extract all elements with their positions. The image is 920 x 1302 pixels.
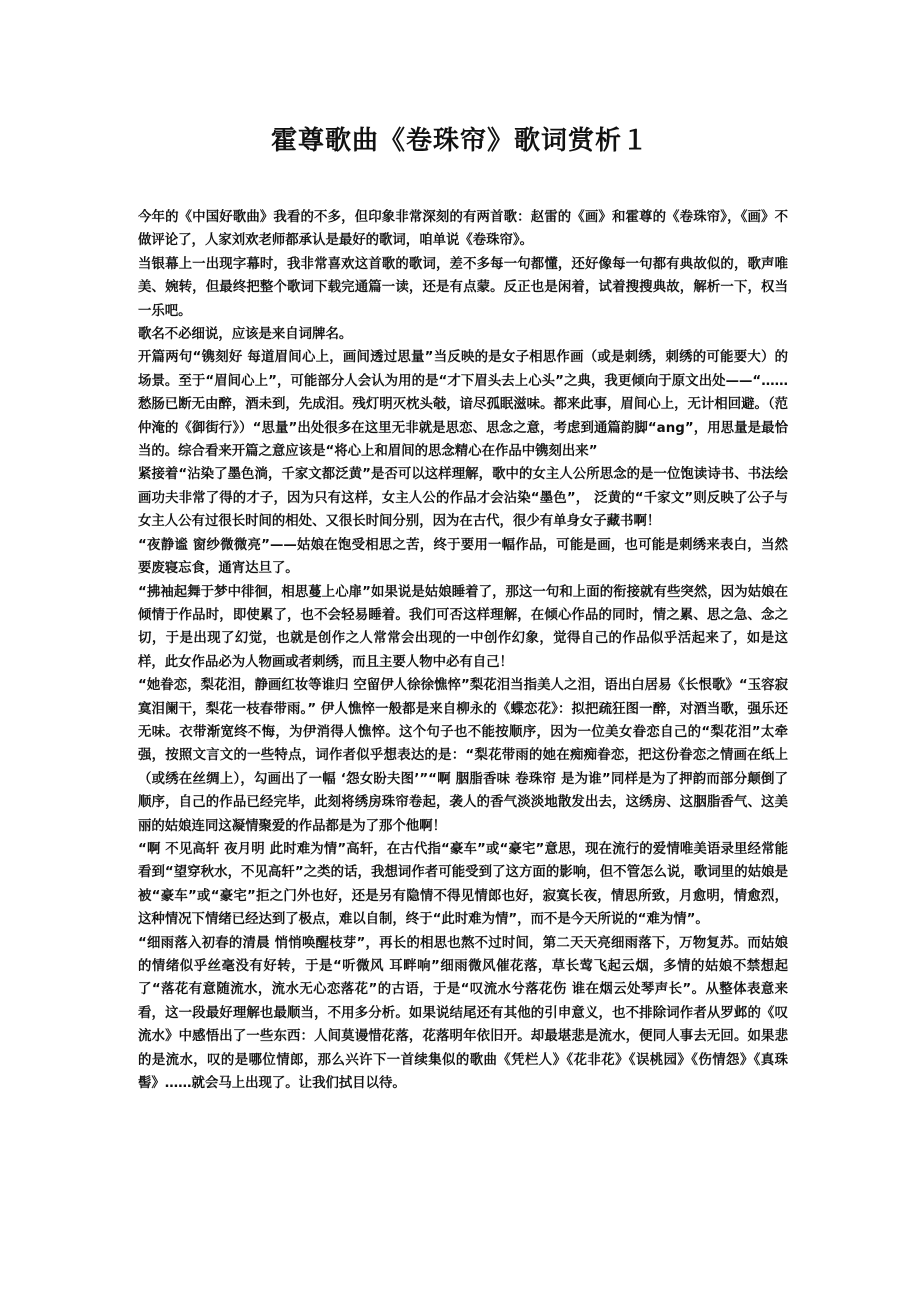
paragraph: 紧接着“沾染了墨色淌，千家文都泛黄”是否可以这样理解，歌中的女主人公所思念的是一位饱读诗书、书法绘画功夫非常了得的才子，因为只有这样，女主人公的作品才会沾染“墨色”， 泛黄的“千家文”则反映了公子与女主人公有过很长时间的相处、又很长时间分别，因为在古代，很少有单身女子藏书啊！: [138, 467, 788, 530]
paragraph: “她眷恋，梨花泪，静画红妆等谁归 空留伊人徐徐憔悴”梨花泪当指美人之泪，语出白居易《长恨歌》“玉容寂寞泪阑干，梨花一枝春带雨。” 伊人憔悴一般都是来自柳永的《蝶恋花》：拟把疏狂图一醉，对酒当歌，强乐还无味。衣带渐宽终不悔，为伊消得人憔悴。这个句子也不能按顺序，因为一位美女眷恋自己的“梨花泪”太牵强，按照文言文的一些特点，词作者似乎想表达的是：“梨花带雨的她在痴痴眷恋，把这份眷恋之情画在纸上（或绣在丝绸上），勾画出了一幅 ‘怨女盼夫图’”“啊 胭脂香味 卷珠帘 是为谁”同样是为了押韵而部分颠倒了顺序，自己的作品已经完毕，此刻将绣房珠帘卷起，袭人的香气淡淡地散发出去，这绣房、这胭脂香气、这美丽的姑娘连同这凝情聚爱的作品都是为了那个他啊！: [138, 678, 788, 834]
paragraph: “夜静谧 窗纱微微亮”——姑娘在饱受相思之苦，终于要用一幅作品，可能是画，也可能是刺绣来表白，当然要废寝忘食，通宵达旦了。: [138, 537, 788, 577]
paragraph: 歌名不必细说，应该是来自词牌名。: [138, 327, 353, 343]
paragraph: “拂袖起舞于梦中徘徊，相思蔓上心扉”如果说是姑娘睡着了，那这一句和上面的衔接就有些突然，因为姑娘在倾情于作品时，即使累了，也不会轻易睡着。我们可否这样理解，在倾心作品的同时，情之累、思之急、念之切，于是出现了幻觉，也就是创作之人常常会出现的一中创作幻象，觉得自己的作品似乎活起来了，如是这样，此女作品必为人物画或者刺绣，而且主要人物中必有自己！: [138, 584, 788, 670]
paragraph: “细雨落入初春的清晨 悄悄唤醒枝芽”，再长的相思也熬不过时间，第二天天亮细雨落下，万物复苏。而姑娘的情绪似乎丝毫没有好转，于是“听微风 耳畔响”细雨微风催花落，草长莺飞起云烟，多情的姑娘不禁想起了“落花有意随流水，流水无心恋落花”的古语，于是“叹流水兮落花伤 谁在烟云处琴声长”。从整体表意来看，这一段最好理解也最顺当，不用多分析。如果说结尾还有其他的引申意义，也不排除词作者从罗邺的《叹流水》中感悟出了一些东西：人间莫谩惜花落，花落明年依旧开。却最堪悲是流水，便同人事去无回。如果悲的是流水，叹的是哪位情郎，那么兴许下一首续集似的歌曲《凭栏人》《花非花》《误桃园》《伤情怨》《真珠髻》……就会马上出现了。让我们拭目以待。: [138, 935, 788, 1092]
paragraph: 今年的《中国好歌曲》我看的不多，但印象非常深刻的有两首歌：赵雷的《画》和霍尊的《卷珠帘》，《画》不做评论了，人家刘欢老师都承认是最好的歌词，咱单说《卷珠帘》。: [138, 210, 788, 249]
paragraph: “啊 不见高轩 夜月明 此时难为情”高轩，在古代指“豪车”或“豪宅”意思，现在流行的爱情唯美语录里经常能看到“望穿秋水，不见高轩”之类的话，我想词作者可能受到了这方面的影响，但不管怎么说，歌词里的姑娘是被“豪车”或“豪宅”拒之门外也好，还是另有隐情不得见情郎也好，寂寞长夜，情思所致，月愈明，情愈烈，这种情况下情绪已经达到了极点，难以自制，终于“此时难为情”，而不是今天所说的“难为情”。: [138, 841, 788, 928]
document-body: [138, 206, 788, 1095]
document-title: 霍尊歌曲《卷珠帘》歌词赏析１: [270, 126, 649, 156]
paragraph: 当银幕上一出现字幕时，我非常喜欢这首歌的歌词，差不多每一句都懂，还好像每一句都有典故似的，歌声唯美、婉转，但最终把整个歌词下载完通篇一读，还是有点蒙。反正也是闲着，试着搜搜典故，解析一下，权当一乐吧。: [138, 256, 788, 319]
paragraph: 开篇两句“镌刻好 每道眉间心上，画间透过思量”当反映的是女子相思作画（或是刺绣，刺绣的可能要大）的场景。至于“眉间心上”，可能部分人会认为用的是“才下眉头去上心头”之典，我更倾向于原文出处——“……愁肠已断无由醉，酒未到，先成泪。残灯明灭枕头攲，谙尽孤眠滋味。都来此事，眉间心上，无计相回避。（范仲淹的《御街行》）“思量”出处很多在这里无非就是思恋、思念之意，考虑到通篇韵脚“ang”，用思量是最恰当的。综合看来开篇之意应该是“将心上和眉间的思念精心在作品中镌刻出来”: [138, 350, 788, 460]
